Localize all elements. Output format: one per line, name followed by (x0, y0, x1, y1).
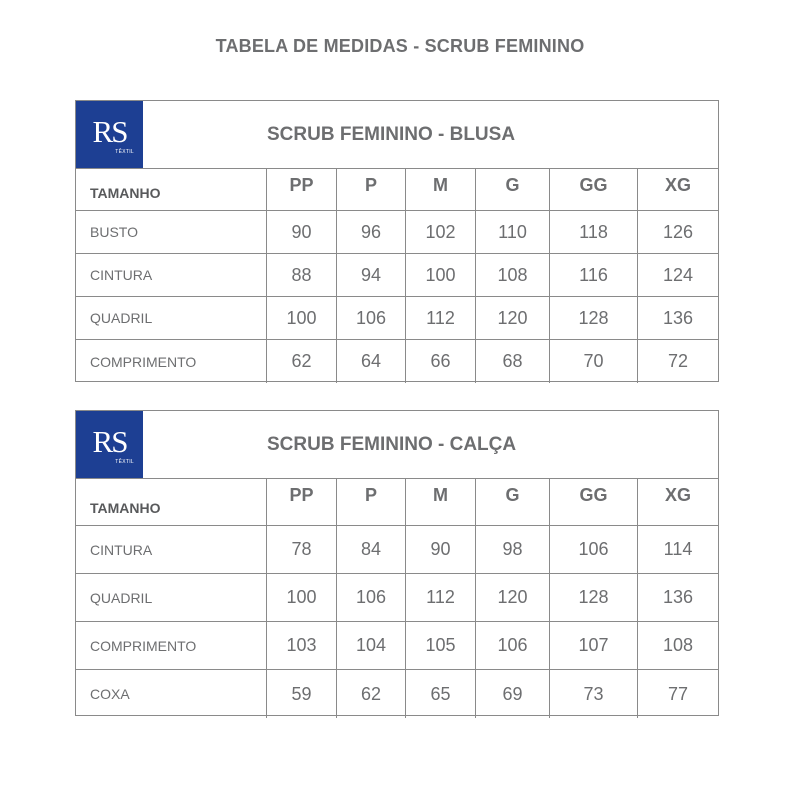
table-header (76, 101, 718, 169)
value-cell: 108 (476, 254, 550, 296)
size-header: G (476, 479, 550, 525)
size-header: PP (267, 169, 337, 210)
measurement-grid (76, 479, 718, 718)
size-table-calca (75, 410, 719, 716)
logo-subtitle: TÊXTIL (115, 459, 134, 465)
table-title: SCRUB FEMININO - CALÇA (267, 434, 517, 455)
value-cell: 84 (337, 526, 406, 573)
value-cell: 114 (663, 539, 693, 559)
value-cell: 108 (662, 635, 694, 655)
value-cell: 128 (550, 574, 638, 621)
table-row (76, 340, 718, 383)
table-row (76, 254, 718, 297)
value-cell: 124 (662, 264, 694, 285)
logo-subtitle: TÊXTIL (115, 149, 134, 155)
value-cell: 100 (406, 254, 476, 296)
value-cell: 118 (550, 211, 638, 253)
value-cell: 136 (662, 307, 694, 328)
size-header: GG (550, 169, 638, 210)
value-cell: 112 (406, 574, 476, 621)
value-cell: 103 (267, 622, 337, 669)
value-cell: 112 (406, 297, 476, 339)
value-cell: 73 (550, 670, 638, 718)
value-cell: 136 (662, 587, 694, 607)
table-row (76, 526, 718, 574)
value-cell: 120 (476, 297, 550, 339)
size-table-blusa (75, 100, 719, 382)
size-header: P (337, 169, 406, 210)
value-cell: 77 (667, 683, 689, 704)
value-cell: 70 (550, 340, 638, 383)
row-label: COMPRIMENTO (76, 340, 267, 383)
value-cell: 100 (267, 574, 337, 621)
size-header: XG (664, 485, 691, 505)
size-header: P (337, 479, 406, 525)
row-label: COMPRIMENTO (76, 622, 267, 669)
size-header: G (476, 169, 550, 210)
value-cell: 66 (406, 340, 476, 383)
page-title: TABELA DE MEDIDAS - SCRUB FEMININO (215, 36, 585, 56)
value-cell: 62 (267, 340, 337, 383)
value-cell: 106 (337, 297, 406, 339)
table-row (76, 670, 718, 718)
size-header: GG (550, 479, 638, 525)
header-row (76, 169, 718, 211)
header-label: TAMANHO (76, 169, 267, 210)
value-cell: 106 (476, 622, 550, 669)
value-cell: 105 (406, 622, 476, 669)
size-header: PP (267, 479, 337, 525)
measurement-grid (76, 169, 718, 383)
value-cell: 128 (550, 297, 638, 339)
row-label: CINTURA (76, 526, 267, 573)
value-cell: 72 (667, 351, 689, 371)
row-label: QUADRIL (76, 297, 267, 339)
row-label: CINTURA (76, 254, 267, 296)
value-cell: 94 (337, 254, 406, 296)
size-header: XG (664, 175, 691, 195)
row-label: QUADRIL (76, 574, 267, 621)
brand-logo (76, 101, 143, 168)
value-cell: 62 (337, 670, 406, 718)
header-row (76, 479, 718, 526)
value-cell: 107 (550, 622, 638, 669)
value-cell: 104 (337, 622, 406, 669)
value-cell: 126 (662, 221, 694, 242)
size-header: M (406, 479, 476, 525)
value-cell: 96 (337, 211, 406, 253)
table-row (76, 574, 718, 622)
value-cell: 106 (550, 526, 638, 573)
table-row (76, 297, 718, 340)
brand-logo (76, 411, 143, 478)
table-row (76, 211, 718, 254)
table-title: SCRUB FEMININO - BLUSA (267, 124, 516, 145)
value-cell: 98 (476, 526, 550, 573)
value-cell: 120 (476, 574, 550, 621)
value-cell: 68 (476, 340, 550, 383)
row-label: COXA (76, 670, 267, 718)
value-cell: 65 (406, 670, 476, 718)
value-cell: 64 (337, 340, 406, 383)
table-header (76, 411, 718, 479)
value-cell: 88 (267, 254, 337, 296)
value-cell: 90 (267, 211, 337, 253)
table-row (76, 622, 718, 670)
value-cell: 69 (476, 670, 550, 718)
logo-mark: RS (92, 424, 127, 459)
header-label: TAMANHO (76, 479, 267, 525)
value-cell: 100 (267, 297, 337, 339)
value-cell: 106 (337, 574, 406, 621)
value-cell: 116 (550, 254, 638, 296)
value-cell: 102 (406, 211, 476, 253)
value-cell: 78 (267, 526, 337, 573)
value-cell: 110 (476, 211, 550, 253)
value-cell: 59 (267, 670, 337, 718)
row-label: BUSTO (76, 211, 267, 253)
value-cell: 90 (406, 526, 476, 573)
logo-mark: RS (92, 114, 127, 149)
size-header: M (406, 169, 476, 210)
